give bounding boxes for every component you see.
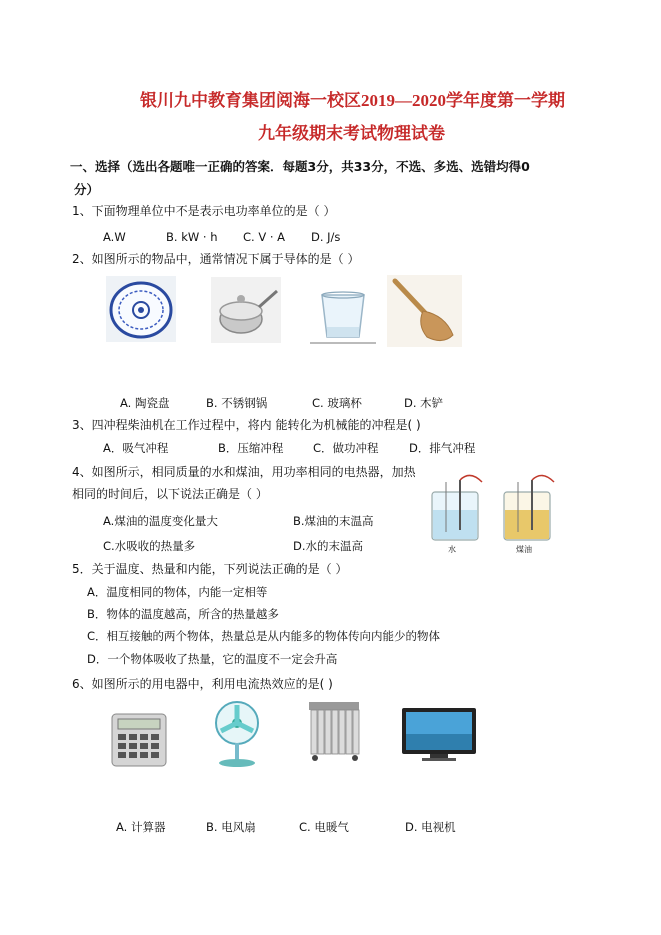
- q2-option-c: C. 玻璃杯: [312, 396, 362, 410]
- section-heading: 一、选择（选出各题唯一正确的答案．每题3分，共33分，不选、多选、选错均得0: [70, 159, 530, 174]
- q5-option-a: A．温度相同的物体，内能一定相等: [87, 585, 268, 599]
- q6-option-c: C. 电暖气: [299, 820, 349, 834]
- q3-option-d: D．排气冲程: [409, 441, 476, 455]
- electric-heater-image: [305, 700, 365, 764]
- water-label: 水: [448, 545, 456, 554]
- title-line2: 九年级期末考试物理试卷: [258, 124, 445, 143]
- question-2: 2、如图所示的物品中，通常情况下属于导体的是（ ）: [72, 252, 360, 266]
- wooden-spatula-image: [387, 275, 462, 347]
- q4-option-b: B.煤油的末温高: [293, 514, 374, 528]
- q4-option-d: D.水的末温高: [293, 539, 364, 553]
- question-3: 3、四冲程柴油机在工作过程中，将内 能转化为机械能的冲程是( ): [72, 418, 421, 432]
- q5-option-b: B．物体的温度越高，所含的热量越多: [87, 607, 279, 621]
- q1-option-b: B. kW · h: [166, 230, 218, 244]
- q3-option-c: C．做功冲程: [313, 441, 379, 455]
- q1-option-a: A.W: [103, 230, 126, 244]
- q3-option-b: B．压缩冲程: [218, 441, 284, 455]
- glass-cup-image: [308, 289, 378, 347]
- q6-option-d: D. 电视机: [405, 820, 456, 834]
- television-image: [400, 706, 478, 764]
- q6-option-b: B. 电风扇: [206, 820, 256, 834]
- question-4-cont: 相同的时间后，以下说法正确是（ ）: [72, 487, 268, 501]
- q5-option-d: D．一个物体吸收了热量，它的温度不一定会升高: [87, 652, 338, 666]
- q1-option-d: D. J/s: [311, 230, 341, 244]
- q5-option-c: C．相互接触的两个物体，热量总是从内能多的物体传向内能少的物体: [87, 629, 441, 643]
- q4-option-c: C.水吸收的热量多: [103, 539, 196, 553]
- q1-option-c: C. V · A: [243, 230, 286, 244]
- q3-option-a: A．吸气冲程: [103, 441, 169, 455]
- section-heading-cont: 分）: [74, 182, 100, 197]
- electric-fan-image: [206, 699, 268, 769]
- question-1: 1、下面物理单位中不是表示电功率单位的是（ ）: [72, 204, 336, 218]
- q2-option-d: D. 木铲: [404, 396, 444, 410]
- title-line1: 银川九中教育集团阅海一校区2019—2020学年度第一学期: [140, 91, 565, 110]
- heating-beakers-figure: [426, 470, 564, 556]
- question-5: 5．关于温度、热量和内能，下列说法正确的是（ ）: [72, 562, 348, 576]
- calculator-image: [110, 712, 168, 768]
- q6-option-a: A. 计算器: [116, 820, 166, 834]
- q2-option-a: A. 陶瓷盘: [120, 396, 170, 410]
- kerosene-label: 煤油: [516, 545, 532, 554]
- stainless-steel-pot-image: [211, 277, 281, 343]
- q2-option-b: B. 不锈钢锅: [206, 396, 268, 410]
- question-4: 4、如图所示，相同质量的水和煤油，用功率相同的电热器，加热: [72, 465, 416, 479]
- ceramic-plate-image: [106, 276, 176, 342]
- q4-option-a: A.煤油的温度变化量大: [103, 514, 218, 528]
- question-6: 6、如图所示的用电器中，利用电流热效应的是( ): [72, 677, 333, 691]
